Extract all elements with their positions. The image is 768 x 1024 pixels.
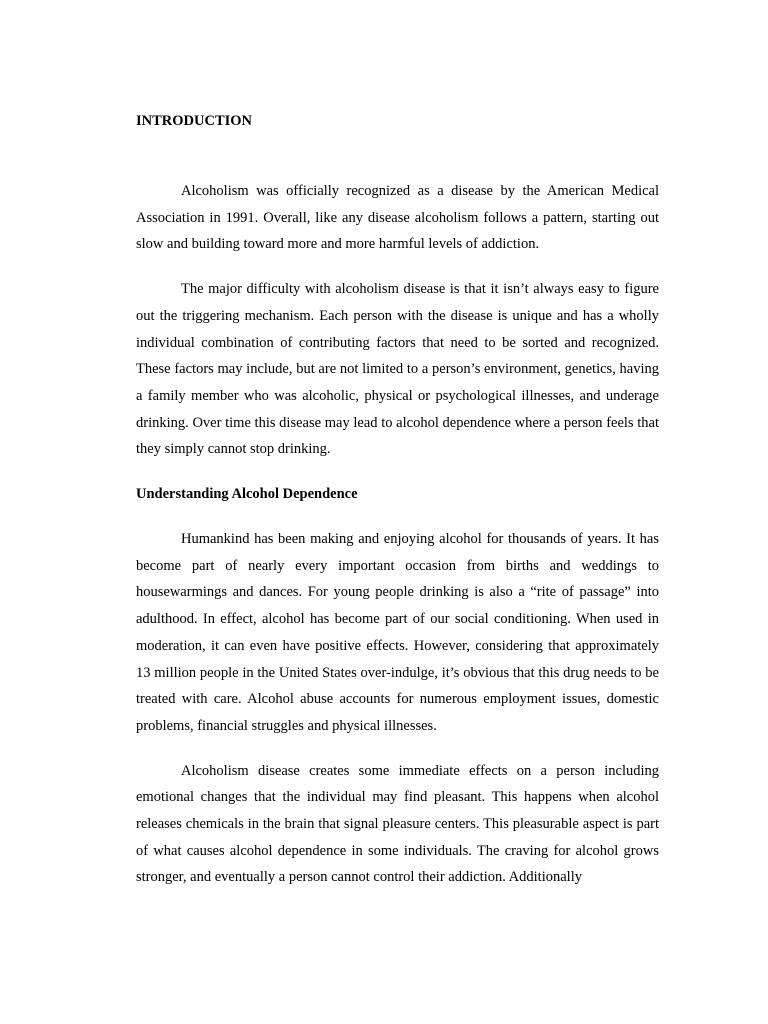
document-body <box>136 108 659 909</box>
heading-introduction: INTRODUCTION <box>136 113 253 129</box>
paragraph-intro-1: Alcoholism was officially recognized as a disease by the American Medical Association in 1991. Overall, like any disease alcoholism follows a pattern, starting out slow and building toward more and more harmful levels of addiction. <box>136 183 659 253</box>
paragraph-section-2: Alcoholism disease creates some immediate effects on a person including emotional changes that the individual may find pleasant. This happens when alcohol releases chemicals in the brain that signal pleasure centers. This pleasurable aspect is part of what causes alcohol dependence in some individuals. The craving for alcohol grows stronger, and eventually a person cannot control their addiction. Additionally <box>136 762 659 886</box>
paragraph-intro-2: The major difficulty with alcoholism disease is that it isn’t always easy to figure out the triggering mechanism. Each person with the disease is unique and has a wholly individual combination of contributing factors that need to be sorted and recognized. These factors may include, but are not limited to a person’s environment, genetics, having a family member who was alcoholic, physical or psychological illnesses, and underage drinking. Over time this disease may lead to alcohol dependence where a person feels that they simply cannot stop drinking. <box>136 281 659 458</box>
heading-understanding-alcohol-dependence: Understanding Alcohol Dependence <box>136 486 358 503</box>
paragraph-section-1: Humankind has been making and enjoying alcohol for thousands of years. It has become part of nearly every important occasion from births and weddings to housewarmings and dances. For young people drinking is also a “rite of passage” into adulthood. In effect, alcohol has become part of our social conditioning. When used in moderation, it can even have positive effects. However, considering that approximately 13 million people in the United States over-indulge, it’s obvious that this drug needs to be treated with care. Alcohol abuse accounts for numerous employment issues, domestic problems, financial struggles and physical illnesses. <box>136 531 659 734</box>
